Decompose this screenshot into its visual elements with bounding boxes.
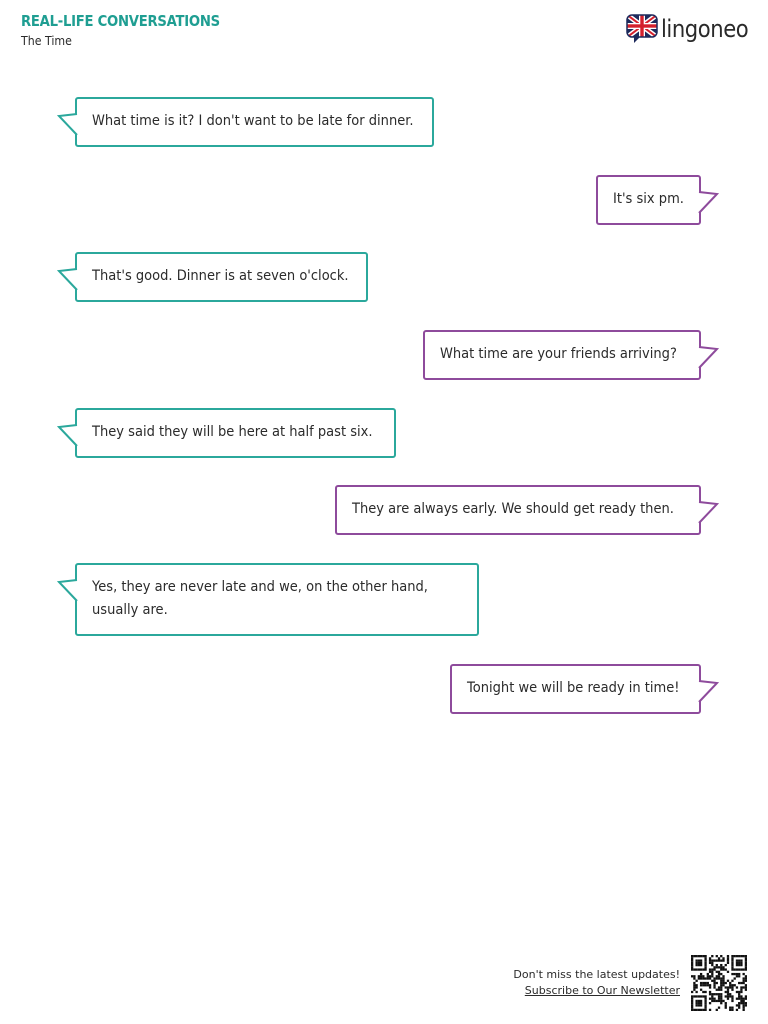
message-bubble-left (75, 252, 368, 302)
message-bubble-left (75, 408, 396, 458)
message-bubble-right (423, 330, 701, 380)
message-bubble-right (335, 485, 701, 535)
message-line: They are always early. We should get ready then. (352, 501, 674, 517)
message-bubble-right (450, 664, 701, 714)
bubble-tail-left (58, 424, 78, 448)
message-line: It's six pm. (613, 191, 684, 207)
bubble-tail-left (58, 268, 78, 292)
uk-flag-speech-bubble-icon (626, 14, 658, 44)
message-bubble-left (75, 563, 479, 636)
message-bubble-left (75, 97, 434, 147)
bubble-tail-left (58, 579, 78, 603)
newsletter-subscribe-link[interactable]: Subscribe to Our Newsletter (524, 984, 680, 997)
bubble-tail-right (698, 346, 718, 370)
page-subtitle: The Time (21, 33, 72, 48)
qr-code-icon[interactable] (691, 955, 747, 1011)
bubble-tail-right (698, 191, 718, 215)
brand-logo[interactable] (626, 14, 760, 44)
message-line: Tonight we will be ready in time! (467, 680, 680, 696)
bubble-tail-left (58, 113, 78, 137)
newsletter-text: Don't miss the latest updates! (513, 968, 680, 981)
message-line: Yes, they are never late and we, on the other hand, (92, 579, 428, 595)
bubble-tail-right (698, 680, 718, 704)
newsletter-note (513, 967, 680, 999)
brand-logo-text: lingoneo (661, 15, 749, 43)
message-bubble-right (596, 175, 701, 225)
message-line: usually are. (92, 602, 168, 618)
bubble-tail-right (698, 501, 718, 525)
page-title: REAL-LIFE CONVERSATIONS (21, 12, 220, 30)
message-line: That's good. Dinner is at seven o'clock. (92, 268, 349, 284)
message-line: What time is it? I don't want to be late for dinner. (92, 113, 414, 129)
message-line: What time are your friends arriving? (440, 346, 677, 362)
message-line: They said they will be here at half past six. (92, 424, 373, 440)
